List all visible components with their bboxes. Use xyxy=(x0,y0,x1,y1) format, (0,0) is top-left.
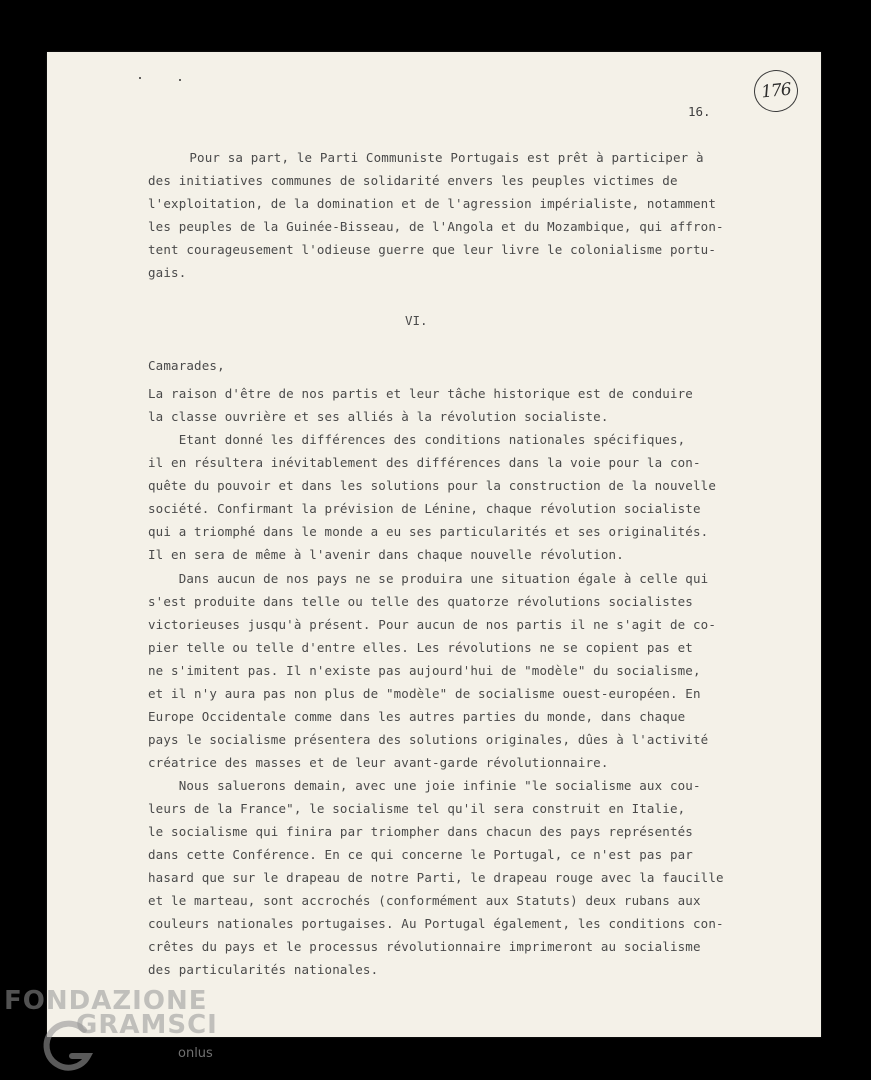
watermark-line2: GRAMSCI xyxy=(76,1010,218,1040)
body-line: Nous saluerons demain, avec une joie infinie "le socialisme aux cou- xyxy=(148,778,701,793)
body-line: la classe ouvrière et ses alliés à la révolution socialiste. xyxy=(148,409,609,424)
archive-stamp-number: 176 xyxy=(752,68,800,114)
body-line: qui a triomphé dans le monde a eu ses particularités et ses originalités. xyxy=(148,524,709,539)
body-line: hasard que sur le drapeau de notre Parti, le drapeau rouge avec la faucille xyxy=(148,870,724,885)
body-line: quête du pouvoir et dans les solutions pour la construction de la nouvelle xyxy=(148,478,716,493)
body-line: Dans aucun de nos pays ne se produira une situation égale à celle qui xyxy=(148,571,709,586)
body-line: La raison d'être de nos partis et leur tâche historique est de conduire xyxy=(148,386,693,401)
body-line: et il n'y aura pas non plus de "modèle" de socialisme ouest-européen. En xyxy=(148,686,701,701)
body-line: s'est produite dans telle ou telle des quatorze révolutions socialistes xyxy=(148,594,693,609)
body-line: victorieuses jusqu'à présent. Pour aucun de nos partis il ne s'agit de co- xyxy=(148,617,716,632)
ink-dot xyxy=(179,79,181,81)
body-line: leurs de la France", le socialisme tel qu'il sera construit en Italie, xyxy=(148,801,686,816)
watermark-line3: onlus xyxy=(178,1046,213,1061)
paragraph-line: les peuples de la Guinée-Bisseau, de l'Angola et du Mozambique, qui affron- xyxy=(148,219,724,234)
body-line: le socialisme qui finira par triompher dans chacun des pays représentés xyxy=(148,824,693,839)
fondazione-gramsci-watermark xyxy=(4,986,224,1076)
body-line: dans cette Conférence. En ce qui concerne le Portugal, ce n'est pas par xyxy=(148,847,693,862)
body-line: Europe Occidentale comme dans les autres parties du monde, dans chaque xyxy=(148,709,686,724)
paragraph-line: Pour sa part, le Parti Communiste Portugais est prêt à participer à xyxy=(151,150,704,165)
paragraph-line: des initiatives communes de solidarité envers les peuples victimes de xyxy=(148,173,678,188)
body-line: société. Confirmant la prévision de Lénine, chaque révolution socialiste xyxy=(148,501,701,516)
body-line: créatrice des masses et de leur avant-garde révolutionnaire. xyxy=(148,755,609,770)
body-line: des particularités nationales. xyxy=(148,962,379,977)
body-line: pier telle ou telle d'entre elles. Les révolutions ne se copient pas et xyxy=(148,640,693,655)
body-line: Il en sera de même à l'avenir dans chaque nouvelle révolution. xyxy=(148,547,624,562)
paragraph-line: l'exploitation, de la domination et de l'agression impérialiste, notamment xyxy=(148,196,716,211)
paragraph-line: gais. xyxy=(148,265,187,280)
body-line: et le marteau, sont accrochés (conformément aux Statuts) deux rubans aux xyxy=(148,893,701,908)
body-line: Etant donné les différences des conditions nationales spécifiques, xyxy=(148,432,686,447)
paragraph-line: tent courageusement l'odieuse guerre que leur livre le colonialisme portu- xyxy=(148,242,716,257)
body-line: couleurs nationales portugaises. Au Portugal également, les conditions con- xyxy=(148,916,724,931)
body-line: ne s'imitent pas. Il n'existe pas aujourd'hui de "modèle" du socialisme, xyxy=(148,663,701,678)
page-number: 16. xyxy=(688,104,711,119)
ink-dot xyxy=(139,77,141,79)
watermark-line1: FONDAZIONE xyxy=(4,986,208,1016)
salutation: Camarades, xyxy=(148,358,225,373)
body-line: il en résultera inévitablement des différences dans la voie pour la con- xyxy=(148,455,701,470)
section-heading: VI. xyxy=(405,313,428,328)
body-line: pays le socialisme présentera des solutions originales, dûes à l'activité xyxy=(148,732,709,747)
body-line: crêtes du pays et le processus révolutionnaire imprimeront au socialisme xyxy=(148,939,701,954)
